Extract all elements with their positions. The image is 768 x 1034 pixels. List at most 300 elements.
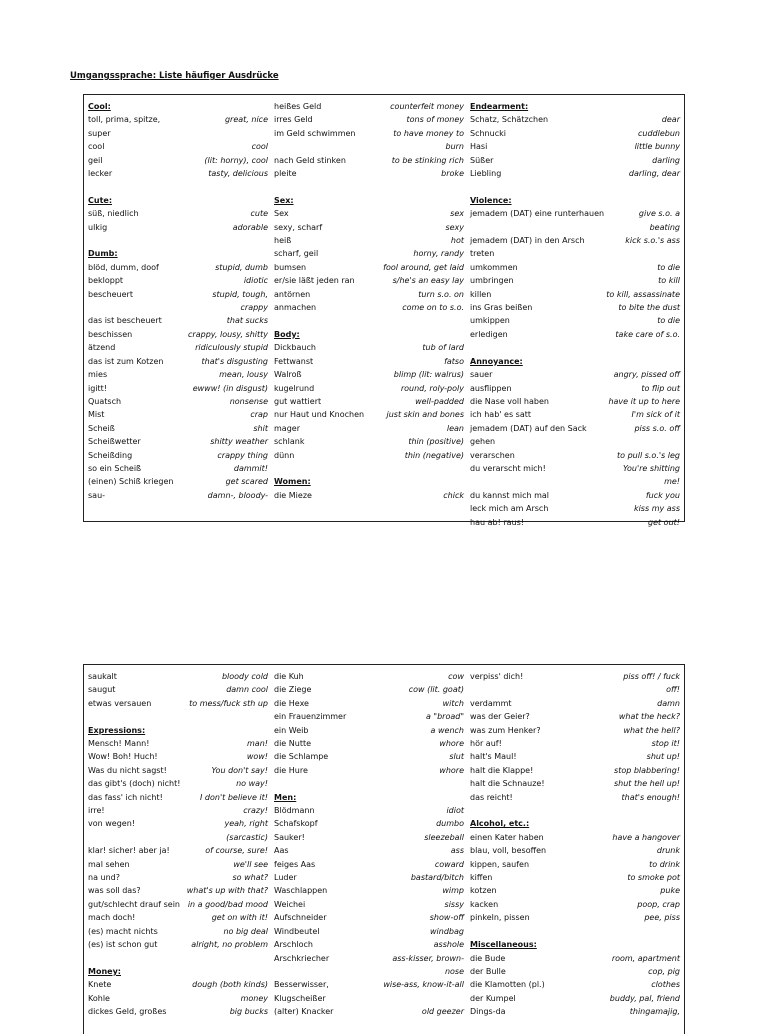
english-translation: to die: [657, 316, 680, 326]
german-term: klar! sicher! aber ja!: [88, 846, 170, 856]
german-term: Sex: [274, 209, 289, 219]
vocab-entry: [88, 261, 268, 274]
vocab-entry: [470, 449, 680, 462]
vocab-entry: [470, 831, 680, 844]
english-translation: to kill: [658, 276, 680, 286]
vocab-entry: [274, 697, 464, 710]
vocab-entry: [470, 952, 680, 965]
german-term: verpiss' dich!: [470, 672, 524, 681]
vocab-entry: [274, 382, 464, 395]
vocab-entry: [274, 127, 464, 140]
vocab-entry: [470, 965, 680, 978]
vocab-entry: [88, 408, 268, 421]
german-term: Scheißding: [88, 450, 133, 460]
vocab-entry: [88, 804, 268, 817]
german-term: toll, prima, spitze,: [88, 115, 161, 125]
german-term: saugut: [88, 685, 116, 695]
german-term: geil: [88, 155, 103, 165]
german-term: so ein Scheiß: [88, 463, 142, 473]
german-term: ins Gras beißen: [470, 303, 533, 313]
german-term: verarschen: [470, 450, 515, 460]
english-translation: whore: [439, 765, 464, 775]
vocab-entry: [88, 737, 268, 750]
english-translation: damn-, bloody-: [207, 490, 268, 500]
english-translation: to drink: [649, 859, 680, 869]
section-heading: Miscellaneous:: [470, 940, 537, 950]
english-translation: drunk: [656, 846, 680, 856]
english-translation: turn s.o. on: [418, 289, 464, 299]
vocab-entry: [470, 462, 680, 475]
spacer: [470, 925, 680, 938]
vocab-entry: [88, 817, 268, 830]
english-translation: old geezer: [421, 1007, 464, 1017]
vocab-entry: [274, 925, 464, 938]
vocab-entry: [274, 100, 464, 113]
german-term: feiges Aas: [274, 859, 316, 869]
vocab-entry: [470, 274, 680, 287]
vocab-entry: [470, 724, 680, 737]
german-term: leck mich am Arsch: [470, 504, 549, 514]
german-term: kippen, saufen: [470, 859, 530, 869]
vocab-entry: [88, 844, 268, 857]
english-translation: crappy, lousy, shitty: [188, 329, 268, 339]
vocab-entry: [88, 777, 268, 790]
german-term: blau, voll, besoffen: [470, 846, 547, 856]
english-translation: sexy: [445, 222, 464, 232]
vocab-entry: [470, 978, 680, 991]
vocab-entry: [88, 925, 268, 938]
vocab-entry: [274, 449, 464, 462]
english-translation: great, nice: [224, 115, 268, 125]
english-translation: poop, crap: [637, 899, 680, 909]
column-1: [88, 100, 268, 502]
section-heading: Cool:: [88, 102, 111, 111]
english-translation: show-off: [429, 913, 464, 923]
english-translation: to kill, assassinate: [606, 289, 680, 299]
vocab-entry: [88, 884, 268, 897]
german-term: blöd, dumm, doof: [88, 262, 159, 272]
vocab-entry: [470, 992, 680, 1005]
german-term: bumsen: [274, 262, 307, 272]
german-term: umbringen: [470, 276, 514, 286]
vocab-entry: [88, 140, 268, 153]
english-translation: shut up!: [646, 752, 680, 762]
german-term: gehen: [470, 437, 496, 447]
english-translation: stupid, tough,: [212, 289, 268, 299]
german-term: ulkig: [88, 222, 108, 232]
german-term: im Geld schwimmen: [274, 128, 356, 138]
english-translation: crazy!: [243, 806, 268, 816]
vocab-entry: [274, 844, 464, 857]
german-term: umkommen: [470, 262, 518, 272]
vocab-entry: [88, 395, 268, 408]
german-term: Hasi: [470, 142, 488, 152]
german-term: anmachen: [274, 303, 317, 313]
section-heading: Cute:: [88, 195, 113, 205]
vocab-entry: [88, 301, 268, 314]
section-heading: Violence:: [470, 195, 512, 205]
vocab-entry: [274, 395, 464, 408]
vocab-entry: [470, 435, 680, 448]
vocab-entry: [470, 516, 680, 529]
english-translation: damn cool: [226, 685, 268, 695]
german-term: die Schlampe: [274, 752, 329, 762]
english-translation: crappy thing: [217, 450, 268, 460]
english-translation: what's up with that?: [186, 886, 268, 896]
english-translation: well-padded: [415, 396, 464, 406]
vocab-entry: [88, 382, 268, 395]
english-translation: ridiculously stupid: [195, 343, 268, 353]
vocab-entry: [274, 207, 464, 220]
vocab-entry: [470, 898, 680, 911]
english-translation: asshole: [433, 940, 464, 950]
german-term: Besserwisser,: [274, 980, 329, 990]
vocab-entry: [274, 247, 464, 260]
column-3: [470, 670, 680, 1019]
column-2: [274, 670, 464, 1019]
section-heading: Endearment:: [470, 102, 529, 111]
vocab-entry: [274, 670, 464, 683]
vocab-entry: [470, 395, 680, 408]
section-heading: Body:: [274, 329, 300, 339]
german-term: die Mieze: [274, 490, 312, 500]
vocab-entry: [470, 750, 680, 763]
spacer: [274, 314, 464, 327]
english-translation: wow!: [246, 752, 268, 762]
english-translation: witch: [442, 698, 464, 708]
english-translation: (lit: horny), cool: [204, 155, 268, 165]
german-term: Dickbauch: [274, 343, 316, 353]
vocabulary-box-1: [83, 94, 685, 527]
german-term: jemadem (DAT) eine runterhauen: [470, 209, 605, 219]
vocab-entry: [274, 804, 464, 817]
vocab-entry: [470, 871, 680, 884]
vocab-entry: [88, 764, 268, 777]
vocab-entry: [470, 408, 680, 421]
vocab-entry: [88, 422, 268, 435]
german-term: pleite: [274, 169, 297, 179]
german-term: Arschloch: [274, 940, 313, 950]
vocab-entry: [274, 871, 464, 884]
german-term: ausflippen: [470, 383, 512, 393]
german-term: die Ziege: [274, 685, 312, 695]
english-translation: cow (lit. goat): [408, 685, 464, 695]
german-term: heiß: [274, 236, 292, 246]
english-translation: chick: [443, 490, 464, 500]
english-translation: damn: [657, 698, 680, 708]
german-term: Klugscheißer: [274, 993, 326, 1003]
english-translation: room, apartment: [611, 953, 680, 963]
vocab-entry: [274, 710, 464, 723]
section-heading: Dumb:: [88, 249, 118, 259]
german-term: kacken: [470, 899, 499, 909]
vocab-entry: [470, 911, 680, 924]
english-translation: to die: [657, 262, 680, 272]
english-translation: sissy: [444, 899, 464, 909]
german-term: umkippen: [470, 316, 510, 326]
vocab-entry: [274, 288, 464, 301]
german-term: killen: [470, 289, 492, 299]
english-translation: broke: [441, 169, 464, 179]
vocab-entry: [274, 355, 464, 368]
column-3: [470, 100, 680, 529]
english-translation: that's enough!: [621, 792, 680, 802]
english-translation: thin (negative): [404, 450, 464, 460]
english-translation: I'm sick of it: [631, 410, 680, 420]
vocab-entry: [274, 817, 464, 830]
german-term: Scheiß: [88, 423, 115, 433]
german-term: (einen) Schiß kriegen: [88, 477, 174, 487]
vocab-entry: [88, 154, 268, 167]
english-translation: burn: [445, 142, 464, 152]
english-translation: You're shitting: [622, 463, 680, 473]
vocab-entry: [88, 207, 268, 220]
german-term: lecker: [88, 169, 113, 179]
spacer: [88, 710, 268, 723]
german-term: beschissen: [88, 329, 133, 339]
english-translation: to have money to: [393, 128, 464, 138]
german-term: Fettwanst: [274, 356, 314, 366]
german-term: ein Frauenzimmer: [274, 712, 347, 722]
vocab-entry: [470, 288, 680, 301]
vocab-entry: [470, 764, 680, 777]
vocab-entry: [88, 871, 268, 884]
vocab-entry: [88, 449, 268, 462]
section-heading: Alcohol, etc.:: [470, 819, 530, 829]
english-translation: hot: [450, 236, 464, 246]
german-term: pinkeln, pissen: [470, 913, 530, 923]
german-term: Liebling: [470, 169, 502, 179]
vocab-entry: [274, 341, 464, 354]
german-term: mach doch!: [88, 913, 136, 923]
vocab-entry: [274, 140, 464, 153]
german-term: die Kuh: [274, 672, 304, 681]
spacer: [88, 234, 268, 247]
english-translation: kiss my ass: [633, 504, 680, 514]
german-term: Quatsch: [88, 396, 122, 406]
vocab-entry: [88, 1005, 268, 1018]
english-translation: that sucks: [226, 316, 268, 326]
vocab-entry: [470, 737, 680, 750]
vocab-entry: [274, 938, 464, 951]
vocab-entry: [88, 462, 268, 475]
german-term: kugelrund: [274, 383, 315, 393]
english-translation: cuddlebun: [638, 128, 680, 138]
vocab-entry: [470, 207, 680, 234]
german-term: Schafskopf: [274, 819, 318, 829]
german-term: ätzend: [88, 343, 116, 353]
german-term: gut wattiert: [274, 396, 322, 406]
spacer: [470, 341, 680, 354]
english-translation: so what?: [232, 873, 268, 883]
english-translation: take care of s.o.: [615, 329, 680, 339]
vocab-entry: [470, 884, 680, 897]
english-translation: cool: [251, 142, 268, 152]
english-translation: lean: [446, 423, 464, 433]
vocab-entry: [88, 683, 268, 696]
english-translation: of course, sure!: [205, 846, 268, 856]
spacer: [274, 462, 464, 475]
vocab-entry: [470, 247, 680, 260]
english-translation: pee, piss: [644, 913, 680, 923]
english-translation: mean, lousy: [219, 370, 268, 380]
column-1: [88, 670, 268, 1019]
german-term: igitt!: [88, 383, 108, 393]
english-translation: idiot: [446, 806, 464, 816]
english-translation: a "broad": [425, 712, 464, 722]
english-translation: nose: [444, 966, 464, 976]
english-translation: what the hell?: [623, 725, 680, 735]
german-term: süß, niedlich: [88, 209, 139, 219]
english-translation: money: [240, 993, 268, 1003]
german-term: Mensch! Mann!: [88, 739, 150, 749]
vocab-entry: [274, 952, 464, 965]
english-translation: coward: [434, 859, 464, 869]
german-term: (alter) Knacker: [274, 1007, 334, 1017]
german-term: erledigen: [470, 329, 508, 339]
english-translation: puke: [660, 886, 680, 896]
english-translation: dough (both kinds): [192, 980, 268, 990]
vocab-entry: [470, 777, 680, 790]
vocab-entry: [88, 341, 268, 354]
german-term: Scheißwetter: [88, 437, 141, 447]
vocab-entry: [274, 750, 464, 763]
german-term: bescheuert: [88, 289, 133, 299]
german-term: dünn: [274, 450, 295, 460]
vocab-entry: [88, 288, 268, 301]
german-term: die Bude: [470, 953, 506, 963]
english-translation: stop blabbering!: [614, 765, 680, 775]
vocab-entry: [274, 435, 464, 448]
vocab-entry: [88, 274, 268, 287]
german-term: halt die Schnauze!: [470, 779, 545, 789]
english-translation: dear: [661, 115, 680, 125]
english-translation: cop, pig: [648, 966, 680, 976]
english-translation: in a good/bad mood: [187, 899, 268, 909]
german-term: Aas: [274, 846, 289, 856]
german-term: hör auf!: [470, 739, 502, 749]
german-term: saukalt: [88, 672, 117, 681]
section-heading: Money:: [88, 966, 121, 976]
vocab-entry: [88, 978, 268, 991]
column-2: [274, 100, 464, 502]
vocab-entry: [470, 328, 680, 341]
vocab-entry: [274, 1005, 464, 1018]
english-translation: wimp: [442, 886, 464, 896]
vocab-entry: [88, 475, 268, 488]
english-translation: s/he's an easy lay: [392, 276, 464, 286]
english-translation: alright, no problem: [191, 940, 268, 950]
german-term: irre!: [88, 806, 105, 816]
vocab-entry: [470, 234, 680, 247]
german-term: na und?: [88, 873, 120, 883]
english-translation: counterfeit money: [390, 102, 464, 111]
english-translation: tasty, delicious: [208, 169, 268, 179]
vocab-entry: [274, 737, 464, 750]
vocab-entry: [470, 791, 680, 804]
english-translation: no way!: [236, 779, 268, 789]
english-translation: idiotic: [243, 276, 268, 286]
german-term: die Hure: [274, 765, 308, 775]
english-translation: (sarcastic): [226, 832, 268, 842]
english-translation: get on with it!: [211, 913, 268, 923]
section-heading: Sex:: [274, 195, 294, 205]
english-translation: fatso: [444, 356, 464, 366]
vocab-entry: [88, 697, 268, 710]
german-term: kiffen: [470, 873, 493, 883]
english-translation: horny, randy: [413, 249, 464, 259]
german-term: kotzen: [470, 886, 497, 896]
vocab-entry: [470, 261, 680, 274]
german-term: Windbeutel: [274, 926, 320, 936]
german-term: was zum Henker?: [470, 725, 541, 735]
german-term: du verarscht mich!: [470, 463, 546, 473]
german-term: mager: [274, 423, 300, 433]
vocab-entry: [274, 154, 464, 167]
german-term: sauer: [470, 370, 493, 380]
vocab-entry: [274, 978, 464, 991]
english-translation: tons of money: [406, 115, 464, 125]
english-translation: ass: [450, 846, 464, 856]
vocab-entry: [470, 154, 680, 167]
english-translation: that's disgusting: [201, 356, 268, 366]
english-translation: to flip out: [641, 383, 680, 393]
spacer: [470, 180, 680, 193]
german-term: einen Kater haben: [470, 832, 544, 842]
german-term: von wegen!: [88, 819, 135, 829]
german-term: Wow! Boh! Huch!: [88, 752, 158, 762]
german-term: die Nase voll haben: [470, 396, 549, 406]
english-translation: thingamajig,: [629, 1007, 680, 1017]
vocab-entry: [274, 831, 464, 844]
vocab-entry: [88, 328, 268, 341]
german-term: du kannst mich mal: [470, 490, 550, 500]
english-translation: ass-kisser, brown-: [392, 953, 464, 963]
vocab-entry: [88, 113, 268, 126]
english-translation: I don't believe it!: [200, 792, 268, 802]
vocab-entry: [274, 221, 464, 234]
english-translation: no big deal: [223, 926, 268, 936]
german-term: heißes Geld: [274, 102, 322, 111]
english-translation: darling, dear: [628, 169, 680, 179]
german-term: bekloppt: [88, 276, 124, 286]
vocab-entry: [88, 127, 268, 140]
german-term: sexy, scharf: [274, 222, 323, 232]
english-translation: shut the hell up!: [614, 779, 680, 789]
german-term: was der Geier?: [470, 712, 530, 722]
english-translation: fuck you: [645, 490, 680, 500]
vocab-entry: [88, 898, 268, 911]
german-term: Weichei: [274, 899, 306, 909]
english-translation: crappy: [240, 303, 268, 313]
vocab-entry: [88, 368, 268, 381]
english-translation: shit: [253, 423, 268, 433]
german-term: cool: [88, 142, 105, 152]
english-translation: come on to s.o.: [402, 303, 464, 313]
vocab-entry: [88, 750, 268, 763]
english-translation: darling: [652, 155, 680, 165]
vocab-entry: [274, 113, 464, 126]
german-term: Dings-da: [470, 1007, 506, 1017]
german-term: das reicht!: [470, 792, 513, 802]
english-translation: stupid, dumb: [215, 262, 268, 272]
german-term: sau-: [88, 490, 106, 500]
vocab-entry: [470, 167, 680, 180]
vocab-entry: [88, 670, 268, 683]
vocab-entry: [274, 724, 464, 737]
vocab-entry: [274, 884, 464, 897]
english-translation: sleezeball: [424, 832, 464, 842]
